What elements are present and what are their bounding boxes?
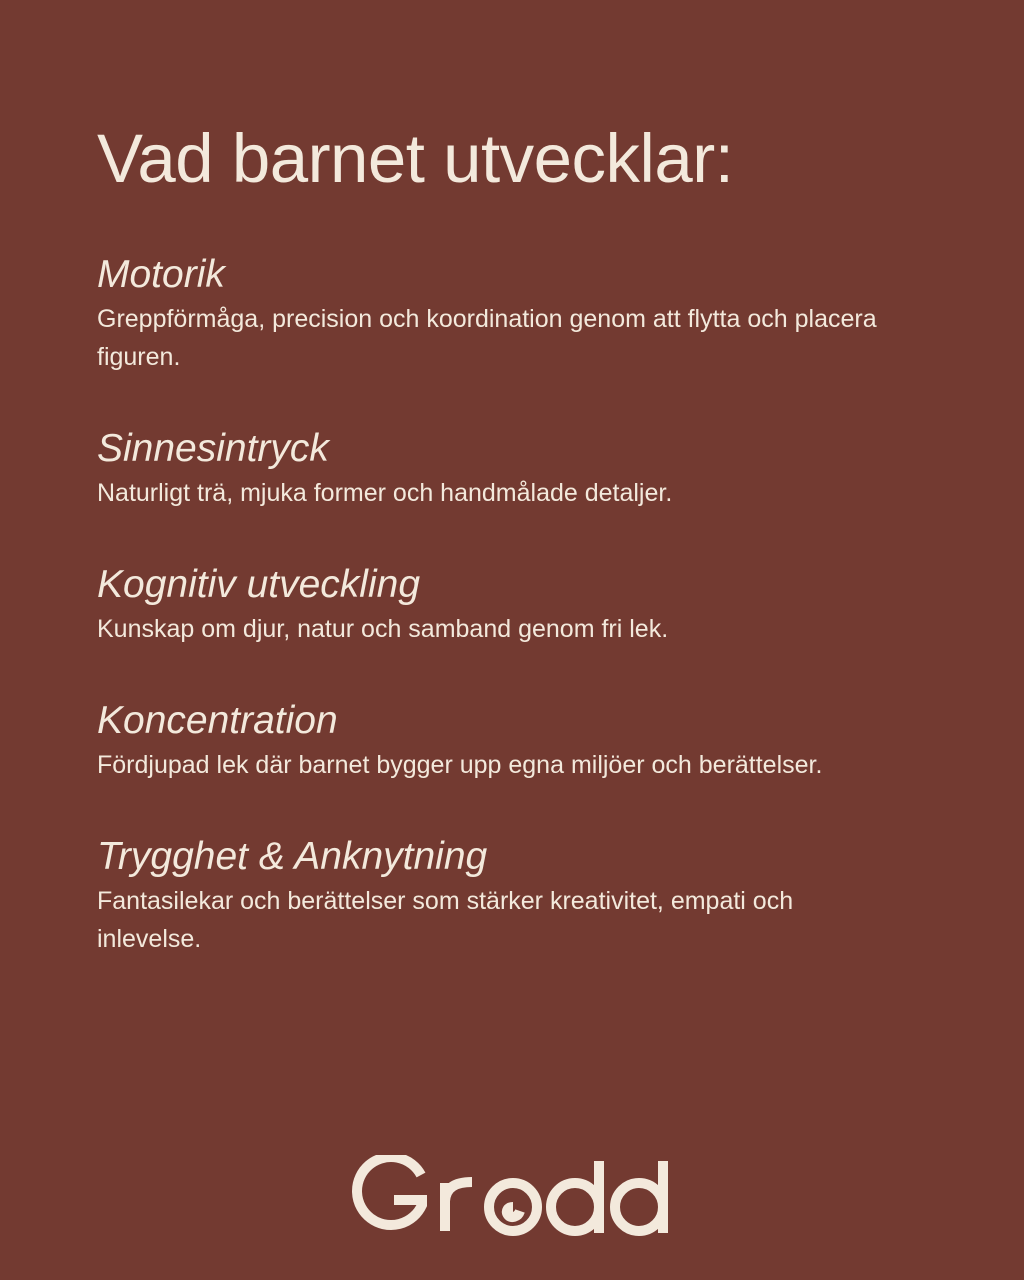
section-text: Fördjupad lek där barnet bygger upp egna miljöer och berättelser. <box>97 751 823 779</box>
section-kognitiv-utveckling <box>97 560 957 648</box>
section-heading: Koncentration <box>97 699 338 742</box>
section-motorik <box>97 250 957 376</box>
section-heading: Sinnesintryck <box>97 427 329 470</box>
section-heading: Motorik <box>97 253 225 296</box>
section-heading: Kognitiv utveckling <box>97 563 421 606</box>
section-heading: Trygghet & Anknytning <box>97 835 488 878</box>
section-sinnesintryck <box>97 424 957 512</box>
section-text: Greppförmåga, precision och koordination genom att flytta och placera figuren. <box>97 305 877 371</box>
grodd-logo <box>348 1155 676 1237</box>
section-text: Naturligt trä, mjuka former och handmålade detaljer. <box>97 479 673 507</box>
section-text: Kunskap om djur, natur och samband genom fri lek. <box>97 615 669 643</box>
section-trygghet-anknytning <box>97 832 957 958</box>
page-title: Vad barnet utvecklar: <box>97 120 734 197</box>
section-text: Fantasilekar och berättelser som stärker kreativitet, empati och inlevelse. <box>97 887 794 953</box>
section-koncentration <box>97 696 957 784</box>
